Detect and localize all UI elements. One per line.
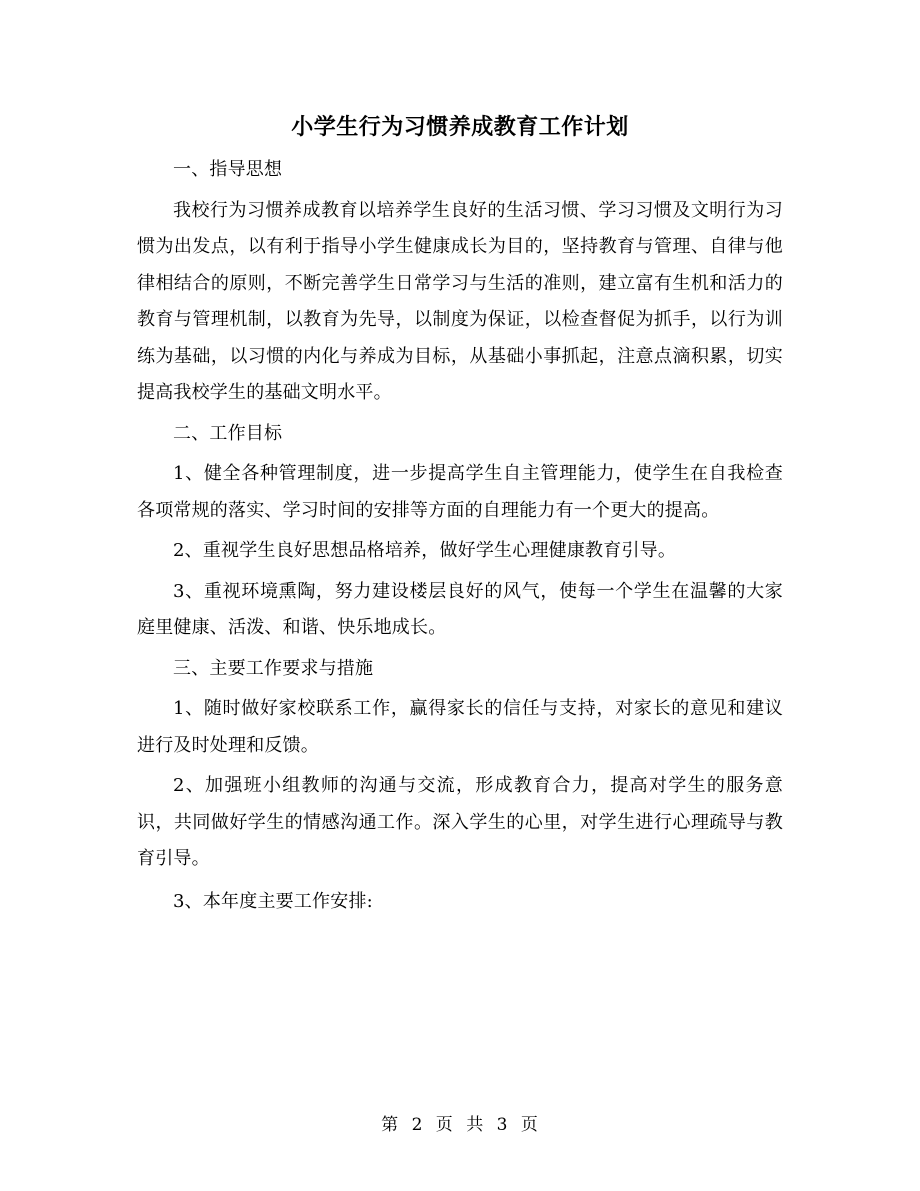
paragraph-guiding-ideology: 我校行为习惯养成教育以培养学生良好的生活习惯、学习习惯及文明行为习惯为出发点，以有利于指导小学生健康成长为目的，坚持教育与管理、自律与他律相结合的原则，不断完善学生日常学习与生活的准则，建立富有生机和活力的教育与管理机制，以教育为先导，以制度为保证，以检查督促为抓手，以行为训练为基础，以习惯的内化与养成为目标，从基础小事抓起，注意点滴积累，切实提高我校学生的基础文明水平。 <box>137 199 783 403</box>
paragraph-goal-1: 1、健全各种管理制度，进一步提高学生自主管理能力，使学生在自我检查各项常规的落实、学习时间的安排等方面的自理能力有一个更大的提高。 <box>137 463 783 521</box>
paragraph-goal-2: 2、重视学生良好思想品格培养，做好学生心理健康教育引导。 <box>173 540 677 561</box>
document-body <box>137 152 783 920</box>
paragraph-measure-2: 2、加强班小组教师的沟通与交流，形成教育合力，提高对学生的服务意识，共同做好学生的情感沟通工作。深入学生的心里，对学生进行心理疏导与教育引导。 <box>137 775 783 869</box>
section-heading-requirements: 三、主要工作要求与措施 <box>173 657 374 679</box>
paragraph-measure-1: 1、随时做好家校联系工作，赢得家长的信任与支持，对家长的意见和建议进行及时处理和反馈。 <box>137 698 783 756</box>
page-number-footer: 第 2 页 共 3 页 <box>381 1115 539 1135</box>
section-heading-guiding-ideology: 一、指导思想 <box>173 159 283 180</box>
section-heading-work-goals: 二、工作目标 <box>173 422 283 444</box>
document-title: 小学生行为习惯养成教育工作计划 <box>291 114 629 140</box>
paragraph-goal-3: 3、重视环境熏陶，努力建设楼层良好的风气，使每一个学生在温馨的大家庭里健康、活泼、和谐、快乐地成长。 <box>137 580 783 638</box>
paragraph-measure-3: 3、本年度主要工作安排: <box>173 890 373 912</box>
